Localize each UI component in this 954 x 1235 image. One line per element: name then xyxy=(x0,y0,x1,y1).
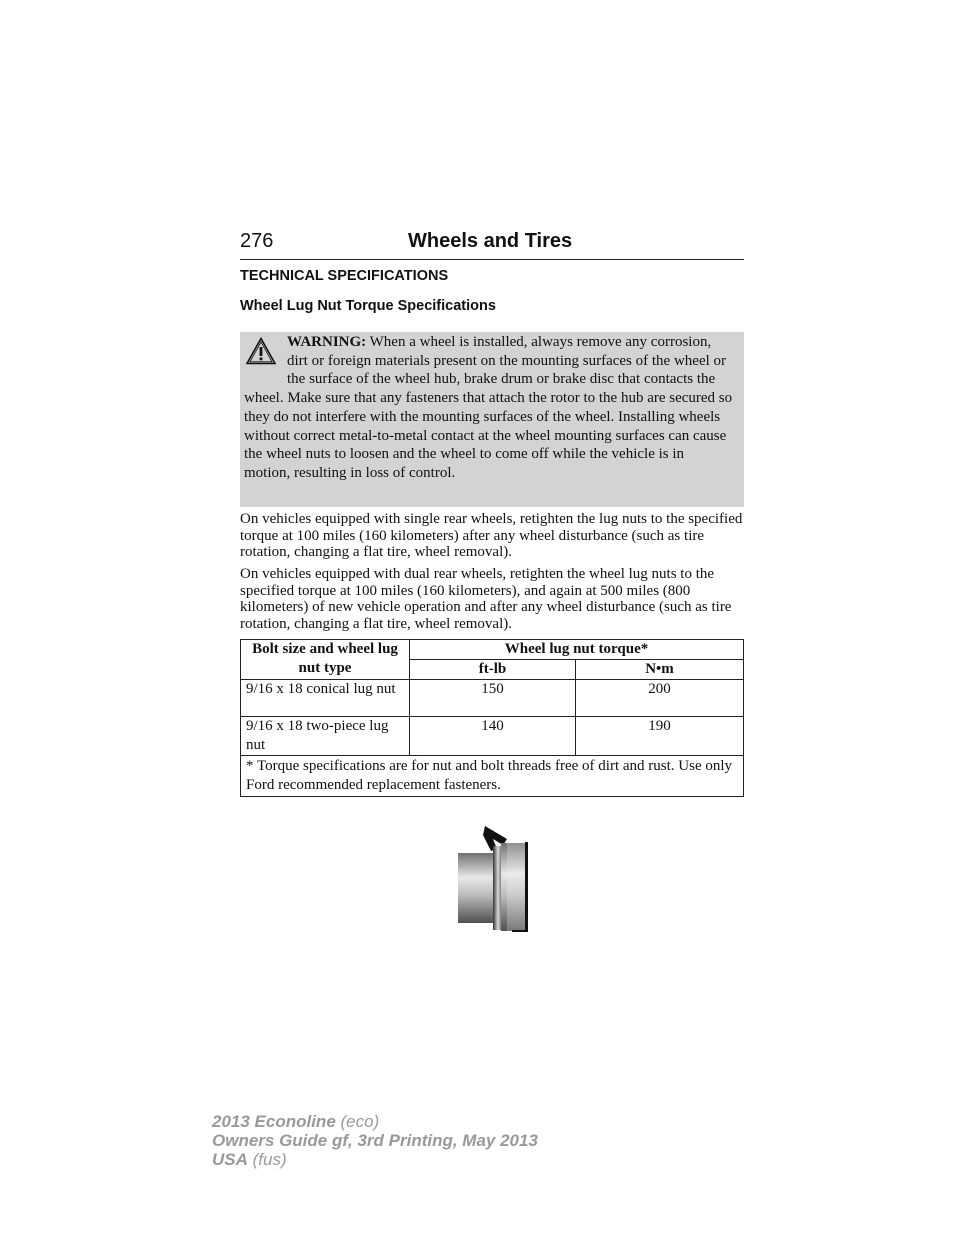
torque-table xyxy=(240,639,744,797)
cell-ftlb: 150 xyxy=(410,680,576,717)
footer-model-code: (eco) xyxy=(335,1112,380,1131)
cell-type: 9/16 x 18 two-piece lug nut xyxy=(241,717,410,756)
footer-market-code: (fus) xyxy=(247,1150,287,1169)
table-row xyxy=(241,680,744,717)
cell-type: 9/16 x 18 conical lug nut xyxy=(241,680,410,717)
footer-guide: Owners Guide gf, 3rd Printing, May 2013 xyxy=(212,1131,538,1150)
warning-label: WARNING: xyxy=(287,334,367,350)
warning-text xyxy=(244,333,734,483)
unit-nm: N•m xyxy=(576,660,744,680)
section-title: TECHNICAL SPECIFICATIONS xyxy=(240,268,449,284)
table-note: * Torque specifications are for nut and bolt threads free of dirt and rust. Use only Ford recommended replacement fasteners. xyxy=(241,756,744,797)
col-header-bolt: Bolt size and wheel lug nut type xyxy=(241,640,410,680)
unit-ftlb: ft-lb xyxy=(410,660,576,680)
cell-ftlb: 140 xyxy=(410,717,576,756)
table-row xyxy=(241,717,744,756)
page-footer xyxy=(212,1112,538,1169)
paragraph-single-rear: On vehicles equipped with single rear wheels, retighten the lug nuts to the specified torque at 100 miles (160 kilometers) after any wheel disturbance (such as tire rotation, changing a flat tire, wheel removal). xyxy=(240,511,743,560)
cell-nm: 190 xyxy=(576,717,744,756)
page-header xyxy=(240,228,744,260)
subsection-title: Wheel Lug Nut Torque Specifications xyxy=(240,298,496,314)
lug-nut-illustration xyxy=(455,823,530,935)
warning-body: When a wheel is installed, always remove any corrosion, dirt or foreign materials present on the mounting surfaces of the wheel or the surface of the wheel hub, brake drum or brake disc that contacts the wheel. Make sure that any fasteners that attach the rotor to the hub are secured so they do not interfere with the mounting surfaces of the wheel. Installing wheels without correct metal-to-metal contact at the wheel mounting surfaces can cause the wheel nuts to loosen and the wheel to come off while the vehicle is in motion, resulting in loss of control. xyxy=(244,334,733,481)
page-number: 276 xyxy=(240,230,274,252)
warning-box xyxy=(240,332,744,507)
footer-market: USA xyxy=(212,1150,248,1169)
cell-nm: 200 xyxy=(576,680,744,717)
paragraph-dual-rear: On vehicles equipped with dual rear wheels, retighten the wheel lug nuts to the specified torque at 100 miles (160 kilometers), and again at 500 miles (800 kilometers) of new vehicle operation and after any wheel disturbance (such as tire rotation, changing a flat tire, wheel removal). xyxy=(240,566,732,632)
footer-model: 2013 Econoline xyxy=(212,1112,336,1131)
chapter-title: Wheels and Tires xyxy=(408,230,573,252)
col-header-torque: Wheel lug nut torque* xyxy=(410,640,744,660)
